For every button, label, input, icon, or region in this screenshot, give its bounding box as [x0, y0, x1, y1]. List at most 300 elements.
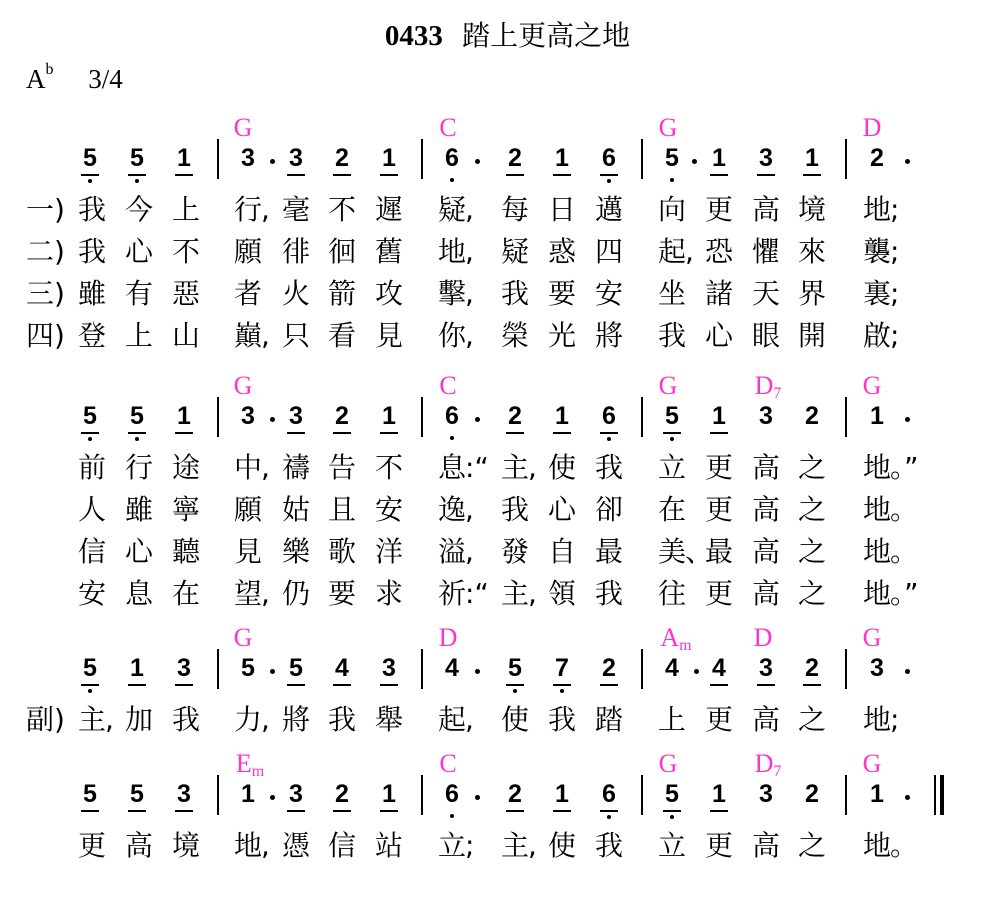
chord-symbol: G	[658, 371, 678, 400]
lyric-syllable: 且	[327, 493, 356, 526]
note: 7	[550, 653, 574, 683]
note: 6	[440, 779, 464, 809]
lyric-syllable: 上	[124, 319, 153, 352]
note: 2	[800, 653, 824, 683]
lyric-syllable: 站	[374, 829, 403, 862]
lyric-punctuation: ,	[261, 703, 270, 736]
lyric-syllable: 主 ,	[500, 451, 537, 484]
note: 1	[125, 653, 149, 683]
lyric-syllable: 踏	[594, 703, 623, 736]
note: 3	[241, 402, 255, 430]
lyric-syllable: 之	[797, 535, 826, 568]
lyric-syllable: 使	[500, 703, 529, 736]
lyric-syllable: 自	[547, 535, 576, 568]
lyric-syllable: 人	[77, 493, 106, 526]
lyric-syllable: 要	[327, 577, 356, 610]
bar-line	[421, 649, 423, 689]
chord-symbol: C	[439, 749, 457, 778]
note: 3	[284, 779, 308, 809]
lyric-punctuation: ,	[528, 829, 537, 862]
lyric-syllable: 來	[797, 235, 826, 268]
lyric-syllable: 我	[77, 235, 106, 268]
lyric-syllable: 地 ,	[437, 235, 474, 268]
lyric-syllable: 息	[124, 577, 153, 610]
note: 6	[597, 779, 621, 809]
lyric-syllable: 榮	[500, 319, 529, 352]
lyric-punctuation: ,	[465, 235, 474, 268]
note: 1	[800, 143, 824, 173]
bar-line	[641, 139, 643, 179]
lyric-syllable: 之	[797, 703, 826, 736]
lyric-syllable: 美 、	[657, 535, 714, 568]
verse-label: 四)	[26, 319, 65, 352]
bar-line	[641, 397, 643, 437]
lyric-syllable: 前	[77, 451, 106, 484]
lyric-syllable: 心	[124, 235, 153, 268]
dot-duration	[270, 417, 275, 422]
lyric-syllable: 高	[751, 535, 780, 568]
lyric-syllable: 擊 ,	[437, 277, 474, 310]
lyric-syllable: 徘	[281, 235, 310, 268]
lyric-syllable: 之	[797, 451, 826, 484]
chord-symbol: $D_7$	[754, 749, 782, 780]
lyric-syllable: 遲	[374, 193, 403, 226]
verse-label: 二)	[26, 235, 65, 268]
lyric-syllable: 仍	[281, 577, 310, 610]
lyric-punctuation: ,	[465, 277, 474, 310]
dot-duration	[475, 159, 480, 164]
dot-duration	[905, 669, 910, 674]
lyric-syllable: 祈 :“	[437, 577, 489, 610]
note: 5	[660, 779, 684, 809]
note: 3	[241, 144, 255, 172]
lyric-syllable: 更	[704, 451, 733, 484]
chord-symbol: G	[862, 623, 882, 652]
lyric-syllable: 更	[704, 493, 733, 526]
note: 5	[125, 779, 149, 809]
lyric-syllable: 起 ,	[657, 235, 694, 268]
lyric-syllable: 之	[797, 493, 826, 526]
dot-duration	[905, 795, 910, 800]
lyric-syllable: 巔 ,	[233, 319, 270, 352]
verse-label: 一)	[26, 193, 65, 226]
lyric-syllable: 歌	[327, 535, 356, 568]
lyric-syllable: 有	[124, 277, 153, 310]
lyric-punctuation: 。	[890, 493, 919, 526]
dot-duration	[475, 669, 480, 674]
lyric-punctuation: ;	[890, 319, 900, 352]
dot-duration	[270, 669, 275, 674]
lyric-syllable: 信	[77, 535, 106, 568]
lyric-punctuation: ,	[465, 319, 474, 352]
lyric-syllable: 安	[77, 577, 106, 610]
note: 1	[172, 401, 196, 431]
note: 5	[78, 401, 102, 431]
lyric-punctuation: ,	[465, 703, 474, 736]
dot-duration	[475, 795, 480, 800]
lyric-syllable: 見	[374, 319, 403, 352]
lyric-syllable: 上	[657, 703, 686, 736]
note: 5	[284, 653, 308, 683]
lyric-syllable: 舊	[374, 235, 403, 268]
lyric-syllable: 懼	[751, 235, 780, 268]
lyric-syllable: 我	[657, 319, 686, 352]
lyric-syllable: 高	[124, 829, 153, 862]
lyric-syllable: 更	[704, 829, 733, 862]
bar-line	[217, 397, 219, 437]
lyric-syllable: 我	[594, 829, 623, 862]
lyric-syllable: 立 ;	[437, 829, 475, 862]
lyric-syllable: 高	[751, 493, 780, 526]
lyric-syllable: 諸	[704, 277, 733, 310]
chord-symbol: D	[753, 623, 773, 652]
hymn-title	[0, 14, 995, 54]
lyric-punctuation: ,	[465, 493, 474, 526]
note: 1	[377, 779, 401, 809]
lyric-syllable: 要	[547, 277, 576, 310]
lyric-syllable: 求	[374, 577, 403, 610]
lyric-syllable: 高	[751, 577, 780, 610]
lyric-syllable: 更	[704, 577, 733, 610]
lyric-syllable: 心	[547, 493, 576, 526]
lyric-syllable: 境	[797, 193, 826, 226]
verse-label: 三)	[26, 277, 65, 310]
lyric-syllable: 望 ,	[233, 577, 270, 610]
note: 2	[330, 401, 354, 431]
note: 6	[597, 401, 621, 431]
lyric-punctuation: :“	[465, 451, 489, 484]
lyric-syllable: 不	[171, 235, 200, 268]
note: 1	[870, 780, 884, 808]
lyric-syllable: 行	[124, 451, 153, 484]
bar-line	[845, 649, 847, 689]
lyric-syllable: 地 ;	[862, 193, 900, 226]
lyric-syllable: 啟 ;	[862, 319, 900, 352]
chord-symbol: G	[658, 113, 678, 142]
lyric-punctuation: ,	[465, 193, 474, 226]
lyric-syllable: 使	[547, 829, 576, 862]
chord-symbol: D	[438, 623, 458, 652]
note: 1	[707, 143, 731, 173]
lyric-syllable: 光	[547, 319, 576, 352]
bar-line	[217, 649, 219, 689]
dot-duration	[694, 669, 699, 674]
lyric-syllable: 攻	[374, 277, 403, 310]
lyric-punctuation: ;	[890, 193, 900, 226]
lyric-syllable: 眼	[751, 319, 780, 352]
lyric-syllable: 信	[327, 829, 356, 862]
note: 1	[550, 779, 574, 809]
note: 6	[440, 143, 464, 173]
lyric-syllable: 更	[77, 829, 106, 862]
note: 4	[665, 654, 679, 682]
lyric-syllable: 將	[594, 319, 623, 352]
note: 2	[805, 402, 819, 430]
chord-symbol: G	[658, 749, 678, 778]
note: 1	[241, 780, 255, 808]
lyric-punctuation: 、	[685, 535, 714, 568]
lyric-syllable: 坐	[657, 277, 686, 310]
lyric-punctuation: ,	[261, 829, 270, 862]
lyric-syllable: 日	[547, 193, 576, 226]
note: 3	[759, 402, 773, 430]
lyric-syllable: 恐	[704, 235, 733, 268]
lyric-syllable: 每	[500, 193, 529, 226]
lyric-syllable: 今	[124, 193, 153, 226]
chord-symbol: D	[862, 113, 882, 142]
lyric-syllable: 向	[657, 193, 686, 226]
bar-line	[421, 397, 423, 437]
lyric-syllable: 地 。”	[862, 577, 919, 610]
lyric-punctuation: ,	[261, 319, 270, 352]
lyric-syllable: 雖	[77, 277, 106, 310]
bar-line	[217, 775, 219, 815]
lyric-syllable: 樂	[281, 535, 310, 568]
note: 5	[78, 143, 102, 173]
dot-duration	[692, 159, 697, 164]
lyric-syllable: 地 ,	[233, 829, 270, 862]
lyric-syllable: 惡	[171, 277, 200, 310]
lyric-syllable: 安	[374, 493, 403, 526]
lyric-syllable: 看	[327, 319, 356, 352]
lyric-syllable: 上	[171, 193, 200, 226]
bar-line	[421, 139, 423, 179]
lyric-syllable: 立	[657, 829, 686, 862]
lyric-syllable: 者	[233, 277, 262, 310]
lyric-syllable: 地 。	[862, 829, 919, 862]
lyric-syllable: 只	[281, 319, 310, 352]
note: 2	[597, 653, 621, 683]
lyric-syllable: 溢 ,	[437, 535, 474, 568]
lyric-syllable: 主 ,	[77, 703, 114, 736]
note: 3	[172, 779, 196, 809]
key-signature	[26, 61, 123, 95]
lyric-syllable: 我	[171, 703, 200, 736]
lyric-punctuation: 。”	[890, 577, 919, 610]
lyric-syllable: 立	[657, 451, 686, 484]
lyric-syllable: 在	[657, 493, 686, 526]
dot-duration	[905, 159, 910, 164]
note: 1	[870, 402, 884, 430]
chord-symbol: $A_m$	[660, 623, 692, 654]
hymn-number: 0433	[384, 20, 443, 52]
lyric-syllable: 在	[171, 577, 200, 610]
bar-line	[641, 775, 643, 815]
lyric-syllable: 疑 ,	[437, 193, 474, 226]
note: 1	[550, 401, 574, 431]
note: 1	[172, 143, 196, 173]
lyric-syllable: 我	[547, 703, 576, 736]
lyric-syllable: 不	[327, 193, 356, 226]
lyric-syllable: 之	[797, 829, 826, 862]
lyric-punctuation: 。	[890, 829, 919, 862]
bar-line	[845, 139, 847, 179]
lyric-syllable: 往	[657, 577, 686, 610]
bar-line	[421, 775, 423, 815]
note: 2	[503, 143, 527, 173]
lyric-punctuation: 。	[890, 535, 919, 568]
lyric-syllable: 力 ,	[233, 703, 270, 736]
lyric-syllable: 願	[233, 235, 262, 268]
note: 5	[78, 653, 102, 683]
verse-label: 副)	[26, 703, 65, 736]
note: 3	[284, 143, 308, 173]
note: 2	[503, 779, 527, 809]
dot-duration	[475, 417, 480, 422]
note: 3	[284, 401, 308, 431]
lyric-syllable: 逸 ,	[437, 493, 474, 526]
lyric-syllable: 我	[77, 193, 106, 226]
lyric-syllable: 四	[594, 235, 623, 268]
dot-duration	[270, 795, 275, 800]
lyric-syllable: 最	[594, 535, 623, 568]
final-barline-thick	[940, 775, 944, 815]
lyric-syllable: 高	[751, 703, 780, 736]
lyric-syllable: 卻	[594, 493, 623, 526]
lyric-syllable: 邁	[594, 193, 623, 226]
lyric-syllable: 發	[500, 535, 529, 568]
lyric-syllable: 姑	[281, 493, 310, 526]
lyric-syllable: 我	[327, 703, 356, 736]
hymn-name: 踏上更高之地	[462, 19, 631, 52]
lyric-punctuation: 。”	[890, 451, 919, 484]
lyric-syllable: 我	[594, 577, 623, 610]
note: 5	[78, 779, 102, 809]
note: 2	[503, 401, 527, 431]
lyric-punctuation: :“	[465, 577, 489, 610]
note: 4	[330, 653, 354, 683]
lyric-syllable: 洋	[374, 535, 403, 568]
note: 3	[870, 654, 884, 682]
lyric-punctuation: ,	[685, 235, 694, 268]
note: 1	[377, 143, 401, 173]
lyric-syllable: 中 ,	[233, 451, 270, 484]
lyric-syllable: 箭	[327, 277, 356, 310]
lyric-syllable: 禱	[281, 451, 310, 484]
bar-line	[845, 397, 847, 437]
lyric-syllable: 高	[751, 829, 780, 862]
lyric-syllable: 登	[77, 319, 106, 352]
lyric-syllable: 聽	[171, 535, 200, 568]
lyric-syllable: 行 ,	[233, 193, 270, 226]
lyric-punctuation: ,	[261, 577, 270, 610]
note: 5	[660, 401, 684, 431]
key-accidental: b	[45, 61, 54, 78]
lyric-syllable: 襲 ;	[862, 235, 900, 268]
bar-line	[641, 649, 643, 689]
note: 3	[754, 653, 778, 683]
lyric-syllable: 心	[704, 319, 733, 352]
chord-symbol: $D_7$	[754, 371, 782, 402]
note: 5	[125, 401, 149, 431]
lyric-syllable: 主 ,	[500, 829, 537, 862]
lyric-syllable: 惑	[547, 235, 576, 268]
note: 2	[870, 144, 884, 172]
lyric-punctuation: ;	[890, 235, 900, 268]
lyric-syllable: 火	[281, 277, 310, 310]
note: 2	[805, 780, 819, 808]
note: 2	[330, 143, 354, 173]
lyric-syllable: 願	[233, 493, 262, 526]
note: 5	[125, 143, 149, 173]
lyric-syllable: 告	[327, 451, 356, 484]
lyric-syllable: 之	[797, 577, 826, 610]
note: 5	[241, 654, 255, 682]
note: 1	[707, 779, 731, 809]
lyric-syllable: 憑	[281, 829, 310, 862]
lyric-syllable: 心	[124, 535, 153, 568]
lyric-punctuation: ,	[105, 703, 114, 736]
chord-symbol: G	[862, 371, 882, 400]
lyric-punctuation: ,	[261, 193, 270, 226]
final-barline-thin	[934, 775, 936, 815]
lyric-punctuation: ;	[465, 829, 475, 862]
note: 3	[759, 780, 773, 808]
chord-symbol: $E_m$	[235, 749, 265, 780]
lyric-syllable: 你 ,	[437, 319, 474, 352]
note: 1	[377, 401, 401, 431]
lyric-syllable: 見	[233, 535, 262, 568]
lyric-punctuation: ,	[465, 535, 474, 568]
chord-symbol: G	[233, 623, 253, 652]
lyric-syllable: 我	[500, 277, 529, 310]
lyric-syllable: 毫	[281, 193, 310, 226]
lyric-syllable: 息 :“	[437, 451, 489, 484]
lyric-syllable: 我	[594, 451, 623, 484]
lyric-syllable: 地 。”	[862, 451, 919, 484]
lyric-syllable: 徊	[327, 235, 356, 268]
lyric-syllable: 使	[547, 451, 576, 484]
lyric-syllable: 主 ,	[500, 577, 537, 610]
lyric-syllable: 地 。	[862, 535, 919, 568]
dot-duration	[905, 417, 910, 422]
lyric-punctuation: ;	[890, 277, 900, 310]
note: 1	[707, 401, 731, 431]
note: 4	[707, 653, 731, 683]
lyric-syllable: 更	[704, 193, 733, 226]
note: 6	[597, 143, 621, 173]
lyric-syllable: 山	[171, 319, 200, 352]
note: 1	[550, 143, 574, 173]
note: 4	[445, 654, 459, 682]
lyric-syllable: 加	[124, 703, 153, 736]
note: 6	[440, 401, 464, 431]
lyric-syllable: 高	[751, 451, 780, 484]
lyric-syllable: 途	[171, 451, 200, 484]
lyric-syllable: 安	[594, 277, 623, 310]
chord-symbol: C	[439, 113, 457, 142]
note: 3	[172, 653, 196, 683]
lyric-syllable: 雖	[124, 493, 153, 526]
lyric-syllable: 不	[374, 451, 403, 484]
chord-symbol: C	[439, 371, 457, 400]
chord-symbol: G	[862, 749, 882, 778]
lyric-syllable: 寧	[171, 493, 200, 526]
note: 2	[330, 779, 354, 809]
lyric-syllable: 舉	[374, 703, 403, 736]
chord-symbol: G	[233, 113, 253, 142]
lyric-syllable: 我	[500, 493, 529, 526]
lyric-syllable: 裏 ;	[862, 277, 900, 310]
bar-line	[217, 139, 219, 179]
lyric-syllable: 領	[547, 577, 576, 610]
key-letter: A	[26, 64, 46, 94]
lyric-syllable: 疑	[500, 235, 529, 268]
dot-duration	[270, 159, 275, 164]
lyric-punctuation: ,	[528, 451, 537, 484]
chord-symbol: G	[233, 371, 253, 400]
note: 5	[503, 653, 527, 683]
